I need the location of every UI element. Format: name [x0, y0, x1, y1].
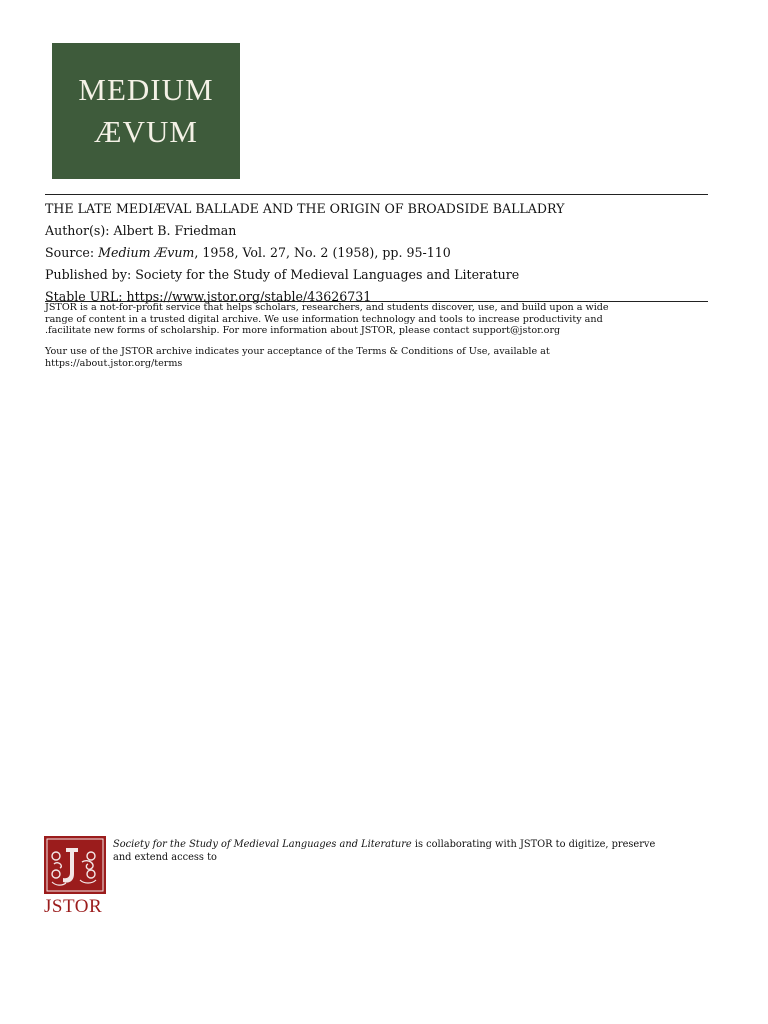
jstor-blurb-line: JSTOR is a not-for-profit service that helps scholars, researchers, and students discover, use, and build upon a wide — [45, 302, 609, 313]
jstor-description — [45, 302, 725, 337]
jstor-wordmark: JSTOR — [44, 896, 103, 917]
jstor-seal-icon — [44, 836, 106, 894]
logo-line-medium: MEDIUM — [78, 72, 214, 107]
article-authors — [45, 220, 725, 242]
society-name: Society for the Study of Medieval Languages and Literature — [113, 839, 412, 850]
medium-aevum-logo — [52, 43, 240, 179]
stable-url-link[interactable]: https://www.jstor.org/stable/43626731 — [126, 289, 372, 304]
jstor-blurb-line: .facilitate new forms of scholarship. For more information about JSTOR, please contact support@jstor.org — [45, 325, 561, 337]
source-details: , 1958, Vol. 27, No. 2 (1958), pp. 95-110 — [194, 245, 451, 260]
stable-url-label: Stable URL: — [45, 289, 123, 304]
article-publisher — [45, 264, 725, 286]
terms-line: Your use of the JSTOR archive indicates your acceptance of the Terms & Conditions of Use, available at — [45, 346, 550, 357]
jstor-blurb-line: range of content in a trusted digital archive. We use information technology and tools to increase productivity and — [45, 313, 603, 325]
publisher-value: Society for the Study of Medieval Languages and Literature — [135, 267, 520, 282]
terms-notice — [45, 346, 725, 369]
collaboration-notice — [113, 838, 733, 864]
collaboration-line-1 — [113, 838, 733, 851]
authors-label: Author(s): — [45, 223, 110, 238]
terms-link[interactable]: https://about.jstor.org/terms — [45, 357, 183, 369]
article-source — [45, 242, 725, 264]
source-journal: Medium Ævum — [98, 245, 195, 260]
source-label: Source: — [45, 245, 95, 260]
publisher-label: Published by: — [45, 267, 132, 282]
article-metadata — [45, 198, 725, 308]
collaboration-text: is collaborating with JSTOR to digitize, preserve — [411, 839, 656, 850]
logo-line-aevum: ÆVUM — [94, 114, 198, 149]
top-divider — [45, 194, 708, 195]
authors-value: Albert B. Friedman — [113, 223, 237, 238]
collaboration-line-2: and extend access to — [113, 852, 217, 863]
article-title: THE LATE MEDIÆVAL BALLADE AND THE ORIGIN OF BROADSIDE BALLADRY — [45, 201, 565, 216]
jstor-logo — [44, 836, 108, 920]
